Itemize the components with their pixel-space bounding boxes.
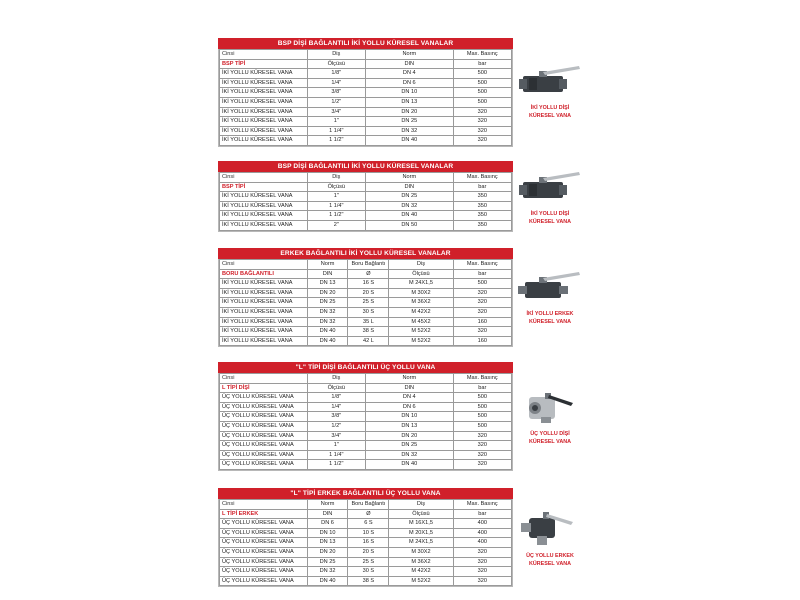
unit-label: Ø bbox=[348, 269, 389, 279]
type-label: BSP TİPİ bbox=[220, 59, 308, 69]
table-subheader-row bbox=[220, 59, 512, 69]
spec-cell: 350 bbox=[453, 211, 511, 221]
spec-cell: 500 bbox=[453, 421, 511, 431]
table-row bbox=[220, 126, 512, 136]
spec-cell: 1/8" bbox=[307, 69, 365, 79]
table-subheader-row bbox=[220, 269, 512, 279]
spec-cell: 2" bbox=[307, 220, 365, 230]
table-body bbox=[220, 519, 512, 586]
product-caption bbox=[515, 310, 585, 326]
col-header: Cinsi bbox=[220, 173, 308, 183]
unit-label: Ölçüsü bbox=[307, 59, 365, 69]
spec-cell: 320 bbox=[453, 557, 511, 567]
spec-cell: 1 1/4" bbox=[307, 450, 365, 460]
spec-cell: DN 50 bbox=[365, 220, 453, 230]
section-male-two-way bbox=[218, 248, 513, 347]
spec-cell: DN 25 bbox=[365, 117, 453, 127]
table-row bbox=[220, 201, 512, 211]
spec-cell: DN 32 bbox=[365, 126, 453, 136]
spec-cell: 35 L bbox=[348, 317, 389, 327]
product-caption bbox=[515, 552, 585, 568]
spec-cell: 320 bbox=[453, 307, 511, 317]
product-name-cell: ÜÇ YOLLU KÜRESEL VANA bbox=[220, 547, 308, 557]
col-header: Norm bbox=[365, 50, 453, 60]
table-row bbox=[220, 412, 512, 422]
two-way-valve-image bbox=[515, 168, 585, 208]
spec-cell: 320 bbox=[453, 107, 511, 117]
table-row bbox=[220, 107, 512, 117]
three-way-valve-image bbox=[515, 387, 585, 427]
product-name-cell: İKİ YOLLU KÜRESEL VANA bbox=[220, 78, 308, 88]
table-row bbox=[220, 528, 512, 538]
section-l-type-female-three-way bbox=[218, 362, 513, 471]
table-row bbox=[220, 117, 512, 127]
unit-label: Ölçüsü bbox=[307, 383, 365, 393]
product-caption bbox=[515, 104, 585, 120]
caption-line: KÜRESEL VANA bbox=[528, 439, 572, 445]
caption-line: ÜÇ YOLLU DİŞİ bbox=[530, 431, 570, 437]
product-name-cell: İKİ YOLLU KÜRESEL VANA bbox=[220, 97, 308, 107]
spec-cell: 350 bbox=[453, 192, 511, 202]
spec-cell: 160 bbox=[453, 336, 511, 346]
spec-cell: DN 25 bbox=[365, 441, 453, 451]
product-name-cell: İKİ YOLLU KÜRESEL VANA bbox=[220, 317, 308, 327]
product-name-cell: İKİ YOLLU KÜRESEL VANA bbox=[220, 336, 308, 346]
spec-cell: M 36X2 bbox=[389, 298, 453, 308]
col-header: Cinsi bbox=[220, 374, 308, 384]
col-header: Norm bbox=[365, 374, 453, 384]
spec-cell: DN 25 bbox=[307, 557, 348, 567]
table-row bbox=[220, 298, 512, 308]
spec-cell: 1/4" bbox=[307, 402, 365, 412]
caption-line: KÜRESEL VANA bbox=[528, 113, 572, 119]
section-bsp-female-two-way-2 bbox=[218, 161, 513, 232]
spec-cell: 160 bbox=[453, 317, 511, 327]
spec-cell: 1 1/4" bbox=[307, 201, 365, 211]
table-row bbox=[220, 97, 512, 107]
spec-cell: 25 S bbox=[348, 298, 389, 308]
spec-cell: DN 32 bbox=[307, 307, 348, 317]
unit-label: bar bbox=[453, 269, 511, 279]
table-row bbox=[220, 336, 512, 346]
spec-cell: DN 32 bbox=[307, 317, 348, 327]
table-row bbox=[220, 402, 512, 412]
spec-cell: M 42X2 bbox=[389, 307, 453, 317]
spec-table bbox=[219, 49, 512, 146]
spec-cell: M 30X2 bbox=[389, 288, 453, 298]
table-row bbox=[220, 288, 512, 298]
table-subheader-row bbox=[220, 383, 512, 393]
product-name-cell: ÜÇ YOLLU KÜRESEL VANA bbox=[220, 460, 308, 470]
table-row bbox=[220, 317, 512, 327]
spec-cell: 500 bbox=[453, 412, 511, 422]
section-bsp-female-two-way-1 bbox=[218, 38, 513, 147]
caption-line: İKİ YOLLU ERKEK bbox=[526, 311, 574, 317]
col-header: Boru Bağlantı bbox=[348, 260, 389, 270]
spec-table bbox=[219, 499, 512, 586]
spec-cell: DN 40 bbox=[365, 136, 453, 146]
section-title: BSP DİŞİ BAĞLANTILI İKİ YOLLU KÜRESEL VANALAR bbox=[218, 161, 513, 172]
unit-label: DIN bbox=[307, 509, 348, 519]
col-header: Cinsi bbox=[220, 50, 308, 60]
spec-cell: 350 bbox=[453, 220, 511, 230]
product-name-cell: İKİ YOLLU KÜRESEL VANA bbox=[220, 298, 308, 308]
spec-cell: 1/4" bbox=[307, 78, 365, 88]
table-subheader-row bbox=[220, 182, 512, 192]
spec-cell: DN 40 bbox=[307, 336, 348, 346]
spec-cell: 20 S bbox=[348, 288, 389, 298]
table-header-row bbox=[220, 500, 512, 510]
table-header-row bbox=[220, 50, 512, 60]
spec-cell: 320 bbox=[453, 431, 511, 441]
col-header: Norm bbox=[307, 500, 348, 510]
spec-cell: 42 L bbox=[348, 336, 389, 346]
table-row bbox=[220, 519, 512, 529]
col-header: Diş bbox=[307, 173, 365, 183]
three-way-male-valve-image bbox=[515, 504, 585, 548]
table-row bbox=[220, 431, 512, 441]
spec-cell: 16 S bbox=[348, 279, 389, 289]
spec-cell: 1" bbox=[307, 441, 365, 451]
type-label: L TİPİ ERKEK bbox=[220, 509, 308, 519]
product-name-cell: İKİ YOLLU KÜRESEL VANA bbox=[220, 136, 308, 146]
table-row bbox=[220, 450, 512, 460]
spec-cell: DN 20 bbox=[365, 107, 453, 117]
product-caption bbox=[515, 210, 585, 226]
spec-cell: DN 13 bbox=[307, 538, 348, 548]
product-name-cell: İKİ YOLLU KÜRESEL VANA bbox=[220, 107, 308, 117]
caption-line: İKİ YOLLU DİŞİ bbox=[530, 211, 570, 217]
product-name-cell: ÜÇ YOLLU KÜRESEL VANA bbox=[220, 450, 308, 460]
spec-cell: 25 S bbox=[348, 557, 389, 567]
spec-cell: DN 25 bbox=[365, 192, 453, 202]
product-name-cell: ÜÇ YOLLU KÜRESEL VANA bbox=[220, 576, 308, 586]
spec-cell: 30 S bbox=[348, 307, 389, 317]
table-row bbox=[220, 421, 512, 431]
table-header-row bbox=[220, 374, 512, 384]
spec-cell: 3/8" bbox=[307, 88, 365, 98]
product-name-cell: İKİ YOLLU KÜRESEL VANA bbox=[220, 211, 308, 221]
product-name-cell: İKİ YOLLU KÜRESEL VANA bbox=[220, 279, 308, 289]
unit-label: Ölçüsü bbox=[307, 182, 365, 192]
spec-cell: M 36X2 bbox=[389, 557, 453, 567]
spec-cell: DN 10 bbox=[365, 412, 453, 422]
spec-cell: 1/2" bbox=[307, 97, 365, 107]
spec-cell: DN 13 bbox=[365, 421, 453, 431]
section-title: ERKEK BAĞLANTILI İKİ YOLLU KÜRESEL VANALAR bbox=[218, 248, 513, 259]
caption-line: KÜRESEL VANA bbox=[528, 319, 572, 325]
table-row bbox=[220, 547, 512, 557]
col-header: Diş bbox=[389, 260, 453, 270]
unit-label: Ø bbox=[348, 509, 389, 519]
spec-cell: 1 1/2" bbox=[307, 136, 365, 146]
table-row bbox=[220, 88, 512, 98]
spec-cell: 6 S bbox=[348, 519, 389, 529]
table-row bbox=[220, 136, 512, 146]
spec-cell: 20 S bbox=[348, 547, 389, 557]
spec-table bbox=[219, 373, 512, 470]
table-row bbox=[220, 441, 512, 451]
unit-label: DIN bbox=[365, 59, 453, 69]
table-row bbox=[220, 327, 512, 337]
spec-cell: 10 S bbox=[348, 528, 389, 538]
col-header: Norm bbox=[307, 260, 348, 270]
caption-line: İKİ YOLLU DİŞİ bbox=[530, 105, 570, 111]
spec-cell: 30 S bbox=[348, 567, 389, 577]
product-name-cell: İKİ YOLLU KÜRESEL VANA bbox=[220, 220, 308, 230]
spec-cell: 320 bbox=[453, 298, 511, 308]
product-name-cell: İKİ YOLLU KÜRESEL VANA bbox=[220, 117, 308, 127]
col-header: Diş bbox=[307, 50, 365, 60]
col-header: Max. Basınç bbox=[453, 173, 511, 183]
col-header: Diş bbox=[389, 500, 453, 510]
product-name-cell: İKİ YOLLU KÜRESEL VANA bbox=[220, 126, 308, 136]
product-name-cell: İKİ YOLLU KÜRESEL VANA bbox=[220, 69, 308, 79]
spec-cell: 500 bbox=[453, 402, 511, 412]
product-name-cell: İKİ YOLLU KÜRESEL VANA bbox=[220, 88, 308, 98]
col-header: Norm bbox=[365, 173, 453, 183]
spec-cell: DN 20 bbox=[365, 431, 453, 441]
spec-cell: DN 6 bbox=[307, 519, 348, 529]
unit-label: bar bbox=[453, 383, 511, 393]
table-row bbox=[220, 538, 512, 548]
table-row bbox=[220, 192, 512, 202]
unit-label: DIN bbox=[307, 269, 348, 279]
spec-cell: M 52X2 bbox=[389, 336, 453, 346]
spec-cell: DN 32 bbox=[365, 201, 453, 211]
caption-line: ÜÇ YOLLU ERKEK bbox=[526, 553, 574, 559]
table-row bbox=[220, 567, 512, 577]
table-row bbox=[220, 393, 512, 403]
spec-cell: M 42X2 bbox=[389, 567, 453, 577]
spec-cell: 3/4" bbox=[307, 431, 365, 441]
caption-line: KÜRESEL VANA bbox=[528, 219, 572, 225]
table-body bbox=[220, 192, 512, 230]
product-name-cell: ÜÇ YOLLU KÜRESEL VANA bbox=[220, 519, 308, 529]
col-header: Diş bbox=[307, 374, 365, 384]
product-name-cell: ÜÇ YOLLU KÜRESEL VANA bbox=[220, 538, 308, 548]
spec-cell: 1 1/2" bbox=[307, 211, 365, 221]
spec-cell: 1/2" bbox=[307, 421, 365, 431]
product-name-cell: İKİ YOLLU KÜRESEL VANA bbox=[220, 201, 308, 211]
spec-cell: DN 20 bbox=[307, 288, 348, 298]
type-label: L TİPİ DİŞİ bbox=[220, 383, 308, 393]
unit-label: DIN bbox=[365, 182, 453, 192]
spec-cell: 320 bbox=[453, 441, 511, 451]
table-row bbox=[220, 307, 512, 317]
spec-cell: DN 40 bbox=[365, 211, 453, 221]
product-name-cell: ÜÇ YOLLU KÜRESEL VANA bbox=[220, 431, 308, 441]
spec-cell: 1" bbox=[307, 117, 365, 127]
spec-cell: 3/4" bbox=[307, 107, 365, 117]
table-row bbox=[220, 78, 512, 88]
table-body bbox=[220, 69, 512, 146]
table-body bbox=[220, 393, 512, 470]
spec-cell: M 20X1,5 bbox=[389, 528, 453, 538]
table-body bbox=[220, 279, 512, 346]
type-label: BORU BAĞLANTILI bbox=[220, 269, 308, 279]
unit-label: Ölçüsü bbox=[389, 509, 453, 519]
col-header: Max. Basınç bbox=[453, 374, 511, 384]
section-title: "L" TİPİ DİŞİ BAĞLANTILI ÜÇ YOLLU VANA bbox=[218, 362, 513, 373]
table-row bbox=[220, 211, 512, 221]
unit-label: Ölçüsü bbox=[389, 269, 453, 279]
table-row bbox=[220, 220, 512, 230]
col-header: Max. Basınç bbox=[453, 260, 511, 270]
spec-cell: 500 bbox=[453, 279, 511, 289]
spec-cell: 38 S bbox=[348, 576, 389, 586]
spec-cell: DN 6 bbox=[365, 402, 453, 412]
two-way-male-valve-image bbox=[515, 268, 585, 308]
spec-cell: 320 bbox=[453, 576, 511, 586]
spec-cell: 1/8" bbox=[307, 393, 365, 403]
spec-cell: M 30X2 bbox=[389, 547, 453, 557]
spec-cell: M 16X1,5 bbox=[389, 519, 453, 529]
spec-cell: 400 bbox=[453, 528, 511, 538]
spec-cell: M 45X2 bbox=[389, 317, 453, 327]
spec-table bbox=[219, 172, 512, 231]
spec-cell: DN 32 bbox=[307, 567, 348, 577]
spec-table bbox=[219, 259, 512, 346]
product-name-cell: İKİ YOLLU KÜRESEL VANA bbox=[220, 307, 308, 317]
spec-cell: M 24X1,5 bbox=[389, 279, 453, 289]
spec-cell: 400 bbox=[453, 538, 511, 548]
table-header-row bbox=[220, 260, 512, 270]
product-caption bbox=[515, 430, 585, 446]
unit-label: DIN bbox=[365, 383, 453, 393]
spec-cell: 1 1/4" bbox=[307, 126, 365, 136]
col-header: Cinsi bbox=[220, 260, 308, 270]
spec-cell: 350 bbox=[453, 201, 511, 211]
table-row bbox=[220, 576, 512, 586]
col-header: Max. Basınç bbox=[453, 500, 511, 510]
spec-cell: M 52X2 bbox=[389, 327, 453, 337]
spec-cell: DN 40 bbox=[307, 327, 348, 337]
type-label: BSP TİPİ bbox=[220, 182, 308, 192]
spec-cell: 320 bbox=[453, 567, 511, 577]
spec-cell: DN 20 bbox=[307, 547, 348, 557]
spec-cell: DN 4 bbox=[365, 69, 453, 79]
spec-cell: DN 4 bbox=[365, 393, 453, 403]
section-title: BSP DİŞİ BAĞLANTILI İKİ YOLLU KÜRESEL VANALAR bbox=[218, 38, 513, 49]
product-name-cell: ÜÇ YOLLU KÜRESEL VANA bbox=[220, 421, 308, 431]
spec-cell: 320 bbox=[453, 460, 511, 470]
col-header: Max. Basınç bbox=[453, 50, 511, 60]
spec-cell: 1" bbox=[307, 192, 365, 202]
spec-cell: DN 32 bbox=[365, 450, 453, 460]
table-row bbox=[220, 279, 512, 289]
spec-cell: M 24X1,5 bbox=[389, 538, 453, 548]
spec-cell: 320 bbox=[453, 136, 511, 146]
spec-cell: DN 13 bbox=[307, 279, 348, 289]
table-subheader-row bbox=[220, 509, 512, 519]
unit-label: bar bbox=[453, 509, 511, 519]
spec-cell: 320 bbox=[453, 288, 511, 298]
spec-cell: 500 bbox=[453, 78, 511, 88]
spec-cell: 16 S bbox=[348, 538, 389, 548]
unit-label: bar bbox=[453, 182, 511, 192]
col-header: Boru Bağlantı bbox=[348, 500, 389, 510]
spec-cell: DN 40 bbox=[307, 576, 348, 586]
product-name-cell: ÜÇ YOLLU KÜRESEL VANA bbox=[220, 557, 308, 567]
product-name-cell: ÜÇ YOLLU KÜRESEL VANA bbox=[220, 528, 308, 538]
spec-cell: DN 25 bbox=[307, 298, 348, 308]
spec-cell: 400 bbox=[453, 519, 511, 529]
caption-line: KÜRESEL VANA bbox=[528, 561, 572, 567]
spec-cell: DN 10 bbox=[365, 88, 453, 98]
spec-cell: 500 bbox=[453, 69, 511, 79]
table-header-row bbox=[220, 173, 512, 183]
spec-cell: DN 6 bbox=[365, 78, 453, 88]
product-name-cell: ÜÇ YOLLU KÜRESEL VANA bbox=[220, 393, 308, 403]
table-row bbox=[220, 69, 512, 79]
spec-cell: M 52X2 bbox=[389, 576, 453, 586]
product-name-cell: ÜÇ YOLLU KÜRESEL VANA bbox=[220, 402, 308, 412]
spec-cell: 320 bbox=[453, 450, 511, 460]
table-row bbox=[220, 557, 512, 567]
spec-cell: DN 13 bbox=[365, 97, 453, 107]
spec-cell: 1 1/2" bbox=[307, 460, 365, 470]
product-name-cell: İKİ YOLLU KÜRESEL VANA bbox=[220, 327, 308, 337]
spec-cell: 320 bbox=[453, 327, 511, 337]
unit-label: bar bbox=[453, 59, 511, 69]
spec-cell: 320 bbox=[453, 117, 511, 127]
spec-cell: 320 bbox=[453, 547, 511, 557]
section-l-type-male-three-way bbox=[218, 488, 513, 587]
spec-cell: 500 bbox=[453, 97, 511, 107]
section-title: "L" TİPİ ERKEK BAĞLANTILI ÜÇ YOLLU VANA bbox=[218, 488, 513, 499]
spec-cell: 500 bbox=[453, 88, 511, 98]
product-name-cell: ÜÇ YOLLU KÜRESEL VANA bbox=[220, 412, 308, 422]
spec-cell: 500 bbox=[453, 393, 511, 403]
table-row bbox=[220, 460, 512, 470]
two-way-valve-image bbox=[515, 62, 585, 102]
product-name-cell: ÜÇ YOLLU KÜRESEL VANA bbox=[220, 567, 308, 577]
product-name-cell: İKİ YOLLU KÜRESEL VANA bbox=[220, 288, 308, 298]
product-name-cell: ÜÇ YOLLU KÜRESEL VANA bbox=[220, 441, 308, 451]
spec-cell: 320 bbox=[453, 126, 511, 136]
spec-cell: 3/8" bbox=[307, 412, 365, 422]
product-name-cell: İKİ YOLLU KÜRESEL VANA bbox=[220, 192, 308, 202]
spec-cell: DN 10 bbox=[307, 528, 348, 538]
spec-cell: DN 40 bbox=[365, 460, 453, 470]
col-header: Cinsi bbox=[220, 500, 308, 510]
spec-cell: 38 S bbox=[348, 327, 389, 337]
